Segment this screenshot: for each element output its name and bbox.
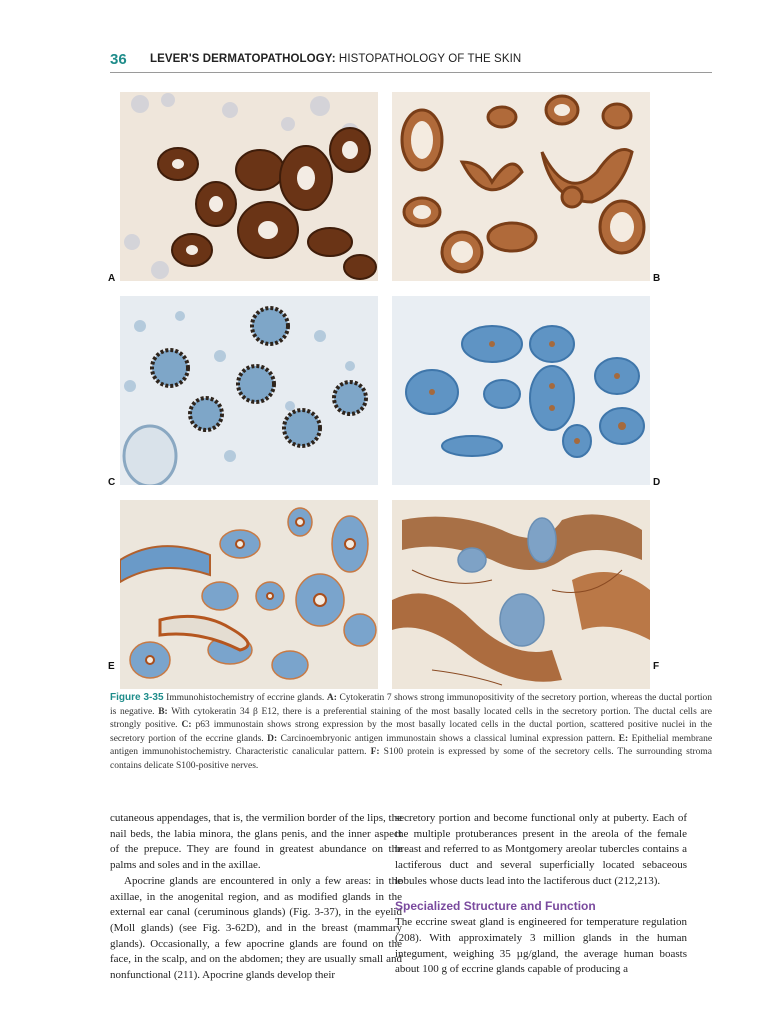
right-column <box>395 811 687 978</box>
running-header <box>110 50 712 73</box>
caption-key-f: F: <box>370 747 380 757</box>
figure-panel-a <box>120 92 378 281</box>
caption-intro: Immunohistochemistry of eccrine glands. <box>166 693 325 703</box>
left-paragraph-1: cutaneous appendages, that is, the vermilion border of the lips, the nail beds, the labia minora, the glans penis, and the inner aspect of the prepuce. They are found in greatest abundance on the palms and soles and in the axillae. <box>110 812 402 872</box>
figure-panel-c <box>120 296 378 485</box>
caption-key-b: B: <box>158 706 168 717</box>
caption-text-f: S100 protein is expressed by some of the secretory cells. The surrounding stroma contains delicate S100-positive nerves. <box>110 747 713 771</box>
figure-panel-b <box>392 92 650 281</box>
caption-text-a: Cytokeratin 7 shows strong immunopositivity of the secretory portion, whereas the ductal portion is negative. <box>110 693 713 717</box>
figure-panel-d <box>392 296 650 485</box>
panel-letter-a: A <box>108 273 116 284</box>
panel-letter-e: E <box>108 661 115 672</box>
right-paragraph-2: The eccrine sweat gland is engineered for temperature regulation (208). With approximately 3 million glands in the human integument, weighing 35 µg/gland, the average human boasts about 100 g of eccrine glands capable of producing a <box>395 916 687 976</box>
caption-text-e: Epithelial membrane antigen immunohistochemistry. Characteristic canalicular pattern. <box>110 733 713 757</box>
caption-key-a: A: <box>326 693 337 703</box>
panel-letter-b: B <box>653 273 661 284</box>
left-paragraph-2: Apocrine glands are encountered in only a few areas: in the axillae, in the anogenital region, and as modified glands in the external ear canal (ceruminous glands) (Fig. 3-37), in the eyelid (Moll glands) (see Fig. 3-62D), and in the breast (mammary glands). Occasionally, a few apocrine glands are found on the face, in the scalp, and on the abdomen; they are usually small and nonfunctional (211). Apocrine glands develop their <box>110 874 402 982</box>
micrograph-b-image <box>392 92 650 281</box>
caption-key-d: D: <box>267 733 278 744</box>
micrograph-f-image <box>392 500 650 689</box>
panel-letter-c: C <box>108 477 116 488</box>
micrograph-e-image <box>120 500 378 689</box>
micrograph-c-image <box>120 296 378 485</box>
book-subtitle: HISTOPATHOLOGY OF THE SKIN <box>338 53 522 65</box>
caption-text-d: Carcinoembryonic antigen immunostain shows a classical luminal expression pattern. <box>280 733 616 744</box>
left-column <box>110 811 402 984</box>
caption-text-b: With cytokeratin 34 β E12, there is a preferential staining of the most basally located cells in the secretory portion. The ductal cells are strongly positive. <box>110 706 713 730</box>
micrograph-d-image <box>392 296 650 485</box>
right-paragraph-1: secretory portion and become functional only at puberty. Each of the multiple protuberances present in the areola of the female breast and referred to as Montgomery areolar tubercles contains a lactiferous duct and several superficially located sebaceous lobules whose ducts lead into the lactiferous duct (212,213). <box>395 812 687 887</box>
running-title <box>150 53 521 65</box>
figure-label: Figure 3-35 <box>110 692 164 703</box>
caption-key-c: C: <box>181 720 192 730</box>
book-title: LEVER'S DERMATOPATHOLOGY: <box>150 53 336 65</box>
figure-panel-f <box>392 500 650 689</box>
caption-key-e: E: <box>618 733 629 744</box>
figure-panel-e <box>120 500 378 689</box>
panel-letter-d: D <box>653 477 661 488</box>
micrograph-a-image <box>120 92 378 281</box>
figure-caption <box>110 691 712 773</box>
panel-letter-f: F <box>653 661 660 672</box>
caption-text-c: p63 immunostain shows strong expression by the most basally located cells in the ductal portion, scattered positive nuclei in the secretory portion of the eccrine glands. <box>110 720 712 744</box>
section-heading: Specialized Structure and Function <box>395 898 596 913</box>
page-number: 36 <box>110 51 127 68</box>
